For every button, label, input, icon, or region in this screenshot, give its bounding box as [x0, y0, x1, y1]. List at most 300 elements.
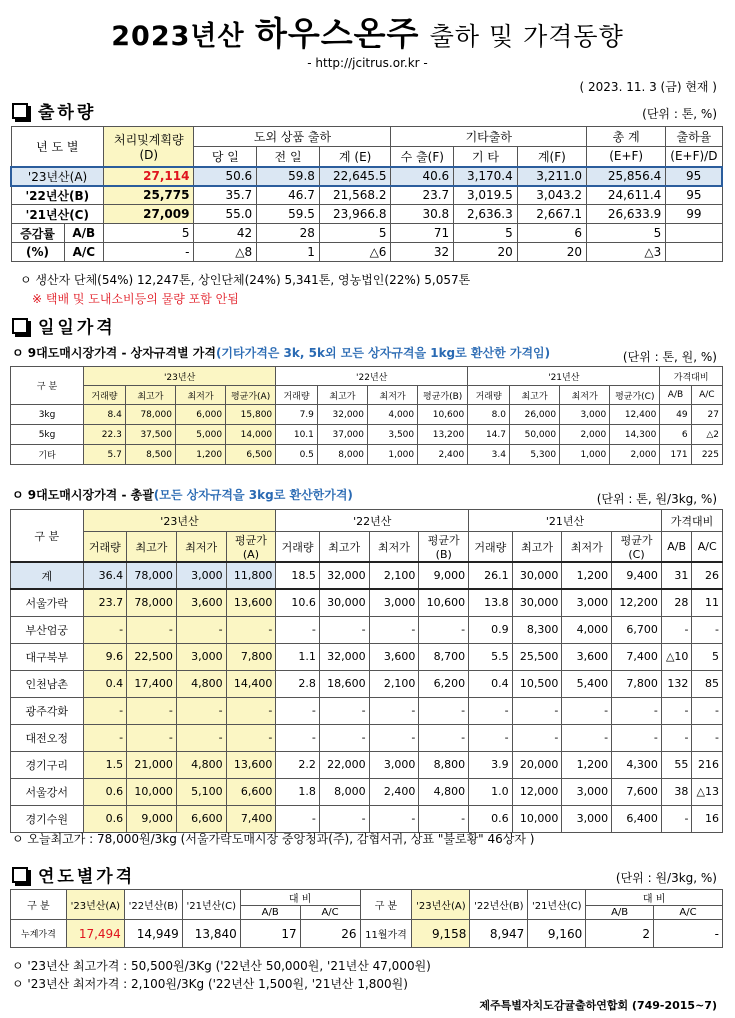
cell-processed: 5: [104, 224, 194, 243]
table-cell: 8,000: [319, 778, 369, 805]
cell-export: 71: [391, 224, 454, 243]
hdr-processed-label: 처리및계획량: [114, 132, 184, 147]
table-cell: -: [127, 724, 177, 751]
cell-rate: 99: [666, 205, 722, 224]
table-row: [11, 562, 723, 589]
cell-day: 55.0: [194, 205, 257, 224]
hdr-22: '22년산(B): [124, 890, 182, 920]
table-cell: -: [127, 616, 177, 643]
table-cell: 2,000: [560, 425, 610, 445]
cell-a: 17,494: [66, 920, 124, 948]
cell-rate: [666, 243, 722, 262]
table-cell: 13,200: [418, 425, 468, 445]
table-cell: 55: [661, 751, 692, 778]
table-cell: 1,000: [560, 445, 610, 465]
table-cell: -: [661, 724, 692, 751]
table-cell: 0.9: [469, 616, 513, 643]
table-cell: 7,400: [612, 643, 662, 670]
table-cell: -: [369, 697, 419, 724]
table-cell: 30,000: [512, 589, 562, 616]
table-cell: -: [127, 697, 177, 724]
table-cell: -: [176, 697, 226, 724]
table-row: [11, 425, 723, 445]
table-cell: △2: [691, 425, 722, 445]
cell-processed: 25,775: [104, 186, 194, 205]
table-cell: 1,200: [175, 445, 225, 465]
table-cell: 10.1: [276, 425, 318, 445]
hdr-rate-sub: (E+F)/D: [666, 147, 722, 167]
table-cell: 28: [661, 589, 692, 616]
table-cell: 1,200: [562, 562, 612, 589]
table-cell: 30,000: [319, 589, 369, 616]
row-name: 5kg: [11, 425, 84, 445]
hdr-ab: A/B: [660, 386, 691, 405]
table-cell: 23.7: [83, 589, 127, 616]
hdr-sum-f: 계(F): [517, 147, 586, 167]
table-row: [11, 445, 723, 465]
hdr-y21: '21년산: [469, 510, 662, 532]
cell-ac: 26: [300, 920, 360, 948]
row-name: 3kg: [11, 405, 84, 425]
table-cell: 3,000: [562, 805, 612, 832]
table-cell: 3.9: [469, 751, 513, 778]
table-cell: 7,800: [226, 643, 276, 670]
row-diff-ac: A/C: [64, 243, 104, 262]
table-cell: 4,800: [176, 751, 226, 778]
t3-unit: (단위 : 톤, 원/3kg, %): [596, 492, 717, 506]
hdr-avg-c: 평균가(C): [610, 386, 660, 405]
shipment-note-1: ㅇ 생산자 단체(54%) 12,247톤, 상인단체(24%) 5,341톤, 영농법인(22%) 5,057톤: [20, 273, 471, 287]
table-cell: 32,000: [317, 405, 367, 425]
table-cell: 22,000: [319, 751, 369, 778]
cell-sum-f: 20: [517, 243, 586, 262]
hdr-max: 최고가: [125, 386, 175, 405]
hdr-processed: [104, 127, 194, 167]
table-cell: 22.3: [84, 425, 126, 445]
cell-sum-f: 2,667.1: [517, 205, 586, 224]
table-cell: 5.5: [469, 643, 513, 670]
cell-sum-f: 3,043.2: [517, 186, 586, 205]
hdr-y21: '21년산: [468, 367, 660, 386]
title-rest: 출하 및 가격동향: [429, 22, 624, 51]
table-cell: 3,000: [176, 562, 226, 589]
table-cell: 7,800: [612, 670, 662, 697]
cell-sum-f: 6: [517, 224, 586, 243]
row-name: 대구북부: [11, 643, 84, 670]
table-cell: 85: [692, 670, 723, 697]
table-cell: 26: [692, 562, 723, 589]
cell-rate: 95: [666, 167, 722, 186]
cell-etc: 3,019.5: [454, 186, 518, 205]
table-cell: -: [369, 616, 419, 643]
hdr-ab: A/B: [661, 532, 692, 563]
cell-prev: 28: [257, 224, 320, 243]
cell-etc: 5: [454, 224, 518, 243]
yearly-note-1: ㅇ '23년산 최고가격 : 50,500원/3Kg ('22년산 50,000원, '21년산 47,000원): [12, 959, 431, 973]
row-name: 누계가격: [11, 920, 67, 948]
table-cell: 49: [660, 405, 691, 425]
table-cell: 37,500: [125, 425, 175, 445]
table-row: [11, 751, 723, 778]
hdr-total-sub: (E+F): [587, 147, 666, 167]
table-cell: 11: [692, 589, 723, 616]
cell-rate: 95: [666, 186, 722, 205]
table-cell: 26,000: [509, 405, 559, 425]
hdr-export: 수 출(F): [391, 147, 454, 167]
table-cell: 22,500: [127, 643, 177, 670]
table-cell: -: [562, 724, 612, 751]
table-cell: 132: [661, 670, 692, 697]
table-cell: 3,600: [369, 643, 419, 670]
hdr-vol: 거래량: [83, 532, 127, 563]
hdr-max: 최고가: [319, 532, 369, 563]
table-cell: -: [226, 616, 276, 643]
t3-caption-main: ㅇ 9대도매시장가격 - 총괄: [12, 488, 154, 502]
hdr-sum-e: 계 (E): [319, 147, 391, 167]
cell-export: 32: [391, 243, 454, 262]
table-cell: 10,500: [512, 670, 562, 697]
row-diff-pct: (%): [11, 243, 64, 262]
cell-sum-f: 3,211.0: [517, 167, 586, 186]
checkbox-bullet-icon: [12, 867, 28, 883]
table-cell: -: [469, 724, 513, 751]
table-cell: 6,200: [419, 670, 469, 697]
shipment-table: [10, 126, 723, 262]
table-cell: 8.4: [84, 405, 126, 425]
shipment-note-2: ※ 택배 및 도내소비등의 물량 포함 안됨: [32, 292, 239, 306]
cell-etc: 3,170.4: [454, 167, 518, 186]
cell-day: 35.7: [194, 186, 257, 205]
table-cell: 4,800: [419, 778, 469, 805]
table-cell: 3,000: [369, 751, 419, 778]
section-title: 일일가격: [38, 318, 116, 338]
hdr-max: 최고가: [512, 532, 562, 563]
hdr-cmp: 대 비: [586, 890, 723, 906]
table-cell: 8,000: [317, 445, 367, 465]
hdr-cmp: 가격대비: [660, 367, 723, 386]
table-cell: 32,000: [319, 643, 369, 670]
cell-total: 26,633.9: [587, 205, 666, 224]
hdr-rate: 출하율: [666, 127, 722, 147]
table-cell: 13,600: [226, 751, 276, 778]
cell-ac: -: [654, 920, 723, 948]
table-cell: -: [692, 616, 723, 643]
cell-day: 42: [194, 224, 257, 243]
table-cell: -: [692, 697, 723, 724]
cell-rate: [666, 224, 722, 243]
cell-sum-e: △6: [319, 243, 391, 262]
table-cell: 16: [692, 805, 723, 832]
row-name: 서울강서: [11, 778, 84, 805]
row-name: 계: [11, 562, 84, 589]
checkbox-bullet-icon: [12, 318, 28, 334]
table-cell: 10,600: [419, 589, 469, 616]
hdr-cmp: 대 비: [240, 890, 360, 906]
table-cell: 12,400: [610, 405, 660, 425]
table-cell: 18,600: [319, 670, 369, 697]
hdr-etc: 기 타: [454, 147, 518, 167]
table-row: [11, 724, 723, 751]
row-name: 부산엄궁: [11, 616, 84, 643]
hdr-vol: 거래량: [276, 386, 318, 405]
cell-day: △8: [194, 243, 257, 262]
hdr-22: '22년산(B): [470, 890, 528, 920]
table-cell: 1.1: [276, 643, 320, 670]
table-cell: -: [419, 697, 469, 724]
table-cell: 3,000: [369, 589, 419, 616]
table-cell: 0.6: [469, 805, 513, 832]
hdr-vol: 거래량: [84, 386, 126, 405]
table-cell: -: [276, 697, 320, 724]
table-cell: 12,200: [612, 589, 662, 616]
table-cell: -: [83, 697, 127, 724]
hdr-min: 최저가: [176, 532, 226, 563]
t3-caption: [12, 486, 353, 503]
table-cell: 171: [660, 445, 691, 465]
table-row: [11, 167, 722, 186]
table-row: [11, 670, 723, 697]
row-year: '23년산(A): [11, 167, 104, 186]
table-cell: 4,800: [176, 670, 226, 697]
table-cell: 0.5: [276, 445, 318, 465]
hdr-ac: A/C: [692, 532, 723, 563]
table-cell: 0.4: [469, 670, 513, 697]
hdr-ab: A/B: [586, 906, 654, 920]
daily-note: ㅇ 오늘최고가 : 78,000원/3kg (서울가락도매시장 중앙청과(주), 감협서귀, 상표 "불로황" 46상자 ): [12, 832, 535, 846]
cell-processed: 27,009: [104, 205, 194, 224]
table-cell: 14,300: [610, 425, 660, 445]
table-row: [11, 920, 723, 948]
table-cell: 8,700: [419, 643, 469, 670]
table-cell: 13.8: [469, 589, 513, 616]
hdr-21: '21년산(C): [528, 890, 586, 920]
row-name: 경기수원: [11, 805, 84, 832]
table-cell: 13,600: [226, 589, 276, 616]
table-cell: 7.9: [276, 405, 318, 425]
cell-export: 23.7: [391, 186, 454, 205]
table-cell: 4,000: [562, 616, 612, 643]
table-cell: -: [512, 697, 562, 724]
table-cell: 3,000: [560, 405, 610, 425]
table-cell: 5,300: [509, 445, 559, 465]
table-cell: 14.7: [468, 425, 510, 445]
cell-b: 8,947: [470, 920, 528, 948]
hdr-ac: A/C: [300, 906, 360, 920]
title-year: 2023년산: [111, 21, 245, 52]
table-cell: 3,000: [562, 778, 612, 805]
table-cell: 2,400: [369, 778, 419, 805]
hdr-div: 구 분: [11, 367, 84, 405]
table-row: [11, 616, 723, 643]
checkbox-bullet-icon: [12, 103, 28, 119]
table-cell: 0.6: [83, 778, 127, 805]
table-cell: 7,600: [612, 778, 662, 805]
hdr-vol: 거래량: [276, 532, 320, 563]
table-cell: 5.7: [84, 445, 126, 465]
table-cell: 30,000: [512, 562, 562, 589]
table-cell: 8,500: [125, 445, 175, 465]
table-cell: 12,000: [512, 778, 562, 805]
table-cell: -: [276, 724, 320, 751]
table-cell: 31: [661, 562, 692, 589]
table-cell: 6,700: [612, 616, 662, 643]
row-name: 광주각화: [11, 697, 84, 724]
table-cell: 26.1: [469, 562, 513, 589]
table-cell: 50,000: [509, 425, 559, 445]
table-cell: 9,000: [127, 805, 177, 832]
table-cell: -: [562, 697, 612, 724]
table-cell: 10,600: [418, 405, 468, 425]
hdr-avg-a: 평균가(A): [226, 532, 276, 563]
market-summary-table: [10, 509, 723, 833]
table-cell: -: [276, 616, 320, 643]
table-cell: -: [369, 724, 419, 751]
hdr-avg-b: 평균가(B): [418, 386, 468, 405]
title-main: 하우스온주: [254, 14, 420, 53]
table-row: [11, 778, 723, 805]
table-cell: 8.0: [468, 405, 510, 425]
row-name: 11월가격: [360, 920, 412, 948]
table-cell: 6,600: [226, 778, 276, 805]
hdr-min: 최저가: [368, 386, 418, 405]
hdr-y22: '22년산: [276, 510, 469, 532]
hdr-prev-day: 전 일: [257, 147, 320, 167]
box-size-price-table: [10, 366, 723, 465]
row-year: '21년산(C): [11, 205, 104, 224]
table-cell: 14,400: [226, 670, 276, 697]
table-cell: 2,000: [610, 445, 660, 465]
table-row: [11, 205, 722, 224]
cell-processed: 27,114: [104, 167, 194, 186]
table-cell: 3,000: [176, 643, 226, 670]
site-url[interactable]: - http://jcitrus.or.kr -: [307, 56, 428, 70]
hdr-min: 최저가: [369, 532, 419, 563]
table-cell: 9,400: [612, 562, 662, 589]
table-cell: 20,000: [512, 751, 562, 778]
table-cell: 1.8: [276, 778, 320, 805]
table-cell: 37,000: [317, 425, 367, 445]
table-row: [11, 405, 723, 425]
table-cell: -: [276, 805, 320, 832]
t3-caption-note: (모든 상자규격을 3kg로 환산한가격): [153, 488, 353, 502]
table-cell: 18.5: [276, 562, 320, 589]
section-shipment-heading: [12, 98, 96, 123]
table-cell: -: [83, 724, 127, 751]
table-cell: 7,400: [226, 805, 276, 832]
page-title: [0, 8, 735, 55]
table-cell: 1,000: [368, 445, 418, 465]
table-cell: 6,400: [612, 805, 662, 832]
hdr-avg-c: 평균가(C): [612, 532, 662, 563]
row-name: 서울가락: [11, 589, 84, 616]
cell-export: 40.6: [391, 167, 454, 186]
hdr-min: 최저가: [175, 386, 225, 405]
table-cell: 6: [660, 425, 691, 445]
yearly-price-table: [10, 889, 723, 948]
table-cell: 0.4: [83, 670, 127, 697]
table-cell: 25,500: [512, 643, 562, 670]
hdr-23: '23년산(A): [66, 890, 124, 920]
hdr-total: 총 계: [587, 127, 666, 147]
table-cell: 3,600: [562, 643, 612, 670]
hdr-y23: '23년산: [84, 367, 276, 386]
footer-org: 제주특별자치도감귤출하연합회 (749-2015~7): [479, 999, 717, 1012]
cell-prev: 59.8: [257, 167, 320, 186]
cell-total: 5: [587, 224, 666, 243]
hdr-ac: A/C: [654, 906, 723, 920]
table-cell: 14,000: [226, 425, 276, 445]
hdr-avg-a: 평균가(A): [226, 386, 276, 405]
cell-prev: 1: [257, 243, 320, 262]
cell-sum-e: 5: [319, 224, 391, 243]
cell-c: 13,840: [182, 920, 240, 948]
table-cell: -: [612, 697, 662, 724]
row-year: '22년산(B): [11, 186, 104, 205]
table-cell: 1,200: [562, 751, 612, 778]
cell-prev: 59.5: [257, 205, 320, 224]
hdr-other: 기타출하: [391, 127, 587, 147]
table-cell: 2,400: [418, 445, 468, 465]
table-cell: -: [319, 697, 369, 724]
hdr-ac: A/C: [691, 386, 722, 405]
unit-label: (단위 : 톤, %): [642, 107, 717, 121]
cell-total: 24,611.4: [587, 186, 666, 205]
table-cell: 225: [691, 445, 722, 465]
table-cell: -: [369, 805, 419, 832]
table-cell: -: [226, 724, 276, 751]
cell-b: 14,949: [124, 920, 182, 948]
cell-total: △3: [587, 243, 666, 262]
hdr-outside: 도외 상품 출하: [194, 127, 391, 147]
cell-c: 9,160: [528, 920, 586, 948]
table-cell: 27: [691, 405, 722, 425]
table-cell: -: [661, 697, 692, 724]
table-cell: -: [692, 724, 723, 751]
t2-caption-main: ㅇ 9대도매시장가격 - 상자규격별 가격: [12, 346, 216, 360]
cell-prev: 46.7: [257, 186, 320, 205]
table-cell: -: [319, 616, 369, 643]
table-cell: -: [469, 697, 513, 724]
cell-sum-e: 21,568.2: [319, 186, 391, 205]
table-cell: 5: [692, 643, 723, 670]
table-cell: 2.2: [276, 751, 320, 778]
cell-ab: 17: [240, 920, 300, 948]
row-name: 경기구리: [11, 751, 84, 778]
table-cell: 216: [692, 751, 723, 778]
table-cell: -: [176, 724, 226, 751]
row-name: 인천남촌: [11, 670, 84, 697]
table-cell: 2,100: [369, 562, 419, 589]
cell-day: 50.6: [194, 167, 257, 186]
section-daily-heading: [12, 313, 116, 338]
row-name: 기타: [11, 445, 84, 465]
t2-caption-note: (기타가격은 3k, 5k외 모든 상자규격을 1kg로 환산한 가격임): [215, 346, 551, 360]
hdr-23: '23년산(A): [412, 890, 470, 920]
hdr-div: 구 분: [11, 510, 84, 563]
table-cell: 21,000: [127, 751, 177, 778]
hdr-cmp: 가격대비: [661, 510, 722, 532]
table-row: [11, 643, 723, 670]
section-title: 연도별가격: [38, 867, 136, 887]
table-row: [11, 697, 723, 724]
hdr-max: 최고가: [509, 386, 559, 405]
hdr-max: 최고가: [127, 532, 177, 563]
table-cell: 3,500: [368, 425, 418, 445]
hdr-vol: 거래량: [469, 532, 513, 563]
table-cell: 8,800: [419, 751, 469, 778]
table-cell: 3,600: [176, 589, 226, 616]
table-cell: 1.0: [469, 778, 513, 805]
